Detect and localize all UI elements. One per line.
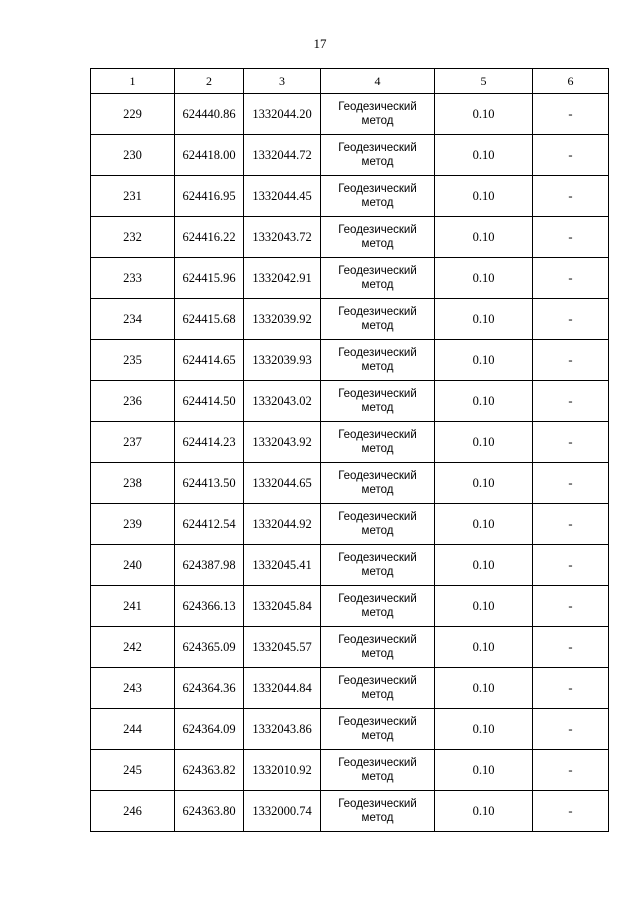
table-row (91, 750, 609, 791)
method-cell (321, 750, 435, 791)
method-line-1: Геодезический (338, 183, 417, 195)
method-cell (321, 381, 435, 422)
y-coordinate-cell: 1332000.74 (244, 791, 321, 832)
point-number-cell: 244 (91, 709, 175, 750)
x-coordinate-cell: 624412.54 (175, 504, 244, 545)
note-cell: - (533, 135, 609, 176)
x-coordinate-cell: 624366.13 (175, 586, 244, 627)
x-coordinate-cell: 624415.68 (175, 299, 244, 340)
point-number-cell: 230 (91, 135, 175, 176)
method-line-1: Геодезический (338, 101, 417, 113)
accuracy-cell: 0.10 (435, 135, 533, 176)
y-coordinate-cell: 1332044.45 (244, 176, 321, 217)
note-cell: - (533, 791, 609, 832)
note-cell: - (533, 340, 609, 381)
method-cell (321, 340, 435, 381)
method-cell (321, 463, 435, 504)
accuracy-cell: 0.10 (435, 709, 533, 750)
accuracy-cell: 0.10 (435, 545, 533, 586)
method-line-2: метод (361, 484, 394, 496)
x-coordinate-cell: 624440.86 (175, 94, 244, 135)
table-row (91, 586, 609, 627)
point-number-cell: 239 (91, 504, 175, 545)
point-number-cell: 245 (91, 750, 175, 791)
note-cell: - (533, 381, 609, 422)
y-coordinate-cell: 1332045.41 (244, 545, 321, 586)
y-coordinate-cell: 1332039.93 (244, 340, 321, 381)
method-line-1: Геодезический (338, 429, 417, 441)
point-number-cell: 243 (91, 668, 175, 709)
accuracy-cell: 0.10 (435, 504, 533, 545)
note-cell: - (533, 709, 609, 750)
header-col-6: 6 (533, 69, 609, 94)
table-row (91, 340, 609, 381)
point-number-cell: 238 (91, 463, 175, 504)
method-line-1: Геодезический (338, 675, 417, 687)
y-coordinate-cell: 1332044.84 (244, 668, 321, 709)
point-number-cell: 237 (91, 422, 175, 463)
point-number-cell: 242 (91, 627, 175, 668)
table-row (91, 709, 609, 750)
note-cell: - (533, 299, 609, 340)
method-cell (321, 504, 435, 545)
method-line-2: метод (361, 238, 394, 250)
note-cell: - (533, 504, 609, 545)
accuracy-cell: 0.10 (435, 299, 533, 340)
table-row (91, 668, 609, 709)
page-number: 17 (313, 36, 327, 51)
note-cell: - (533, 422, 609, 463)
x-coordinate-cell: 624414.65 (175, 340, 244, 381)
method-cell (321, 135, 435, 176)
method-cell (321, 791, 435, 832)
accuracy-cell: 0.10 (435, 586, 533, 627)
method-line-2: метод (361, 197, 394, 209)
note-cell: - (533, 545, 609, 586)
method-line-2: метод (361, 812, 394, 824)
x-coordinate-cell: 624364.09 (175, 709, 244, 750)
method-cell (321, 668, 435, 709)
method-cell (321, 258, 435, 299)
point-number-cell: 236 (91, 381, 175, 422)
method-line-1: Геодезический (338, 142, 417, 154)
table-row (91, 463, 609, 504)
y-coordinate-cell: 1332043.72 (244, 217, 321, 258)
method-line-1: Геодезический (338, 593, 417, 605)
point-number-cell: 232 (91, 217, 175, 258)
point-number-cell: 229 (91, 94, 175, 135)
table-row (91, 217, 609, 258)
x-coordinate-cell: 624363.80 (175, 791, 244, 832)
method-line-1: Геодезический (338, 306, 417, 318)
method-line-1: Геодезический (338, 634, 417, 646)
method-line-1: Геодезический (338, 716, 417, 728)
point-number-cell: 234 (91, 299, 175, 340)
table-row (91, 299, 609, 340)
y-coordinate-cell: 1332044.72 (244, 135, 321, 176)
accuracy-cell: 0.10 (435, 340, 533, 381)
point-number-cell: 233 (91, 258, 175, 299)
y-coordinate-cell: 1332043.02 (244, 381, 321, 422)
x-coordinate-cell: 624414.50 (175, 381, 244, 422)
method-cell (321, 217, 435, 258)
accuracy-cell: 0.10 (435, 422, 533, 463)
method-cell (321, 94, 435, 135)
method-cell (321, 176, 435, 217)
x-coordinate-cell: 624364.36 (175, 668, 244, 709)
x-coordinate-cell: 624387.98 (175, 545, 244, 586)
y-coordinate-cell: 1332044.92 (244, 504, 321, 545)
coordinates-table (90, 68, 609, 832)
method-line-1: Геодезический (338, 470, 417, 482)
method-line-1: Геодезический (338, 347, 417, 359)
note-cell: - (533, 463, 609, 504)
x-coordinate-cell: 624414.23 (175, 422, 244, 463)
x-coordinate-cell: 624363.82 (175, 750, 244, 791)
y-coordinate-cell: 1332039.92 (244, 299, 321, 340)
accuracy-cell: 0.10 (435, 627, 533, 668)
point-number-cell: 241 (91, 586, 175, 627)
table-row (91, 258, 609, 299)
method-line-2: метод (361, 279, 394, 291)
header-col-5: 5 (435, 69, 533, 94)
method-cell (321, 709, 435, 750)
note-cell: - (533, 627, 609, 668)
table-row (91, 545, 609, 586)
method-cell (321, 422, 435, 463)
header-row (91, 69, 609, 94)
method-line-2: метод (361, 443, 394, 455)
method-line-2: метод (361, 607, 394, 619)
method-cell (321, 586, 435, 627)
method-line-1: Геодезический (338, 552, 417, 564)
method-line-2: метод (361, 730, 394, 742)
point-number-cell: 235 (91, 340, 175, 381)
header-col-3: 3 (244, 69, 321, 94)
accuracy-cell: 0.10 (435, 381, 533, 422)
note-cell: - (533, 586, 609, 627)
header-col-4: 4 (321, 69, 435, 94)
accuracy-cell: 0.10 (435, 750, 533, 791)
x-coordinate-cell: 624365.09 (175, 627, 244, 668)
method-line-1: Геодезический (338, 265, 417, 277)
method-line-1: Геодезический (338, 224, 417, 236)
method-line-1: Геодезический (338, 757, 417, 769)
accuracy-cell: 0.10 (435, 217, 533, 258)
table-row (91, 504, 609, 545)
x-coordinate-cell: 624413.50 (175, 463, 244, 504)
method-line-2: метод (361, 320, 394, 332)
y-coordinate-cell: 1332045.84 (244, 586, 321, 627)
x-coordinate-cell: 624416.95 (175, 176, 244, 217)
y-coordinate-cell: 1332044.20 (244, 94, 321, 135)
note-cell: - (533, 668, 609, 709)
table-row (91, 627, 609, 668)
note-cell: - (533, 750, 609, 791)
method-line-2: метод (361, 361, 394, 373)
method-line-2: метод (361, 115, 394, 127)
table-row (91, 135, 609, 176)
y-coordinate-cell: 1332045.57 (244, 627, 321, 668)
method-line-2: метод (361, 525, 394, 537)
y-coordinate-cell: 1332042.91 (244, 258, 321, 299)
y-coordinate-cell: 1332043.92 (244, 422, 321, 463)
table-body (91, 94, 609, 832)
method-cell (321, 299, 435, 340)
table-row (91, 94, 609, 135)
header-col-1: 1 (91, 69, 175, 94)
x-coordinate-cell: 624415.96 (175, 258, 244, 299)
table-row (91, 176, 609, 217)
accuracy-cell: 0.10 (435, 791, 533, 832)
method-line-2: метод (361, 402, 394, 414)
y-coordinate-cell: 1332010.92 (244, 750, 321, 791)
note-cell: - (533, 217, 609, 258)
method-line-2: метод (361, 566, 394, 578)
accuracy-cell: 0.10 (435, 176, 533, 217)
table-row (91, 422, 609, 463)
point-number-cell: 231 (91, 176, 175, 217)
method-line-2: метод (361, 648, 394, 660)
note-cell: - (533, 258, 609, 299)
y-coordinate-cell: 1332044.65 (244, 463, 321, 504)
accuracy-cell: 0.10 (435, 258, 533, 299)
accuracy-cell: 0.10 (435, 668, 533, 709)
method-line-2: метод (361, 771, 394, 783)
table-row (91, 791, 609, 832)
point-number-cell: 246 (91, 791, 175, 832)
method-line-2: метод (361, 156, 394, 168)
method-line-1: Геодезический (338, 511, 417, 523)
point-number-cell: 240 (91, 545, 175, 586)
method-cell (321, 627, 435, 668)
x-coordinate-cell: 624416.22 (175, 217, 244, 258)
accuracy-cell: 0.10 (435, 94, 533, 135)
note-cell: - (533, 94, 609, 135)
table-header (91, 69, 609, 94)
table-row (91, 381, 609, 422)
method-line-1: Геодезический (338, 798, 417, 810)
x-coordinate-cell: 624418.00 (175, 135, 244, 176)
method-line-1: Геодезический (338, 388, 417, 400)
method-line-2: метод (361, 689, 394, 701)
note-cell: - (533, 176, 609, 217)
accuracy-cell: 0.10 (435, 463, 533, 504)
y-coordinate-cell: 1332043.86 (244, 709, 321, 750)
method-cell (321, 545, 435, 586)
header-col-2: 2 (175, 69, 244, 94)
